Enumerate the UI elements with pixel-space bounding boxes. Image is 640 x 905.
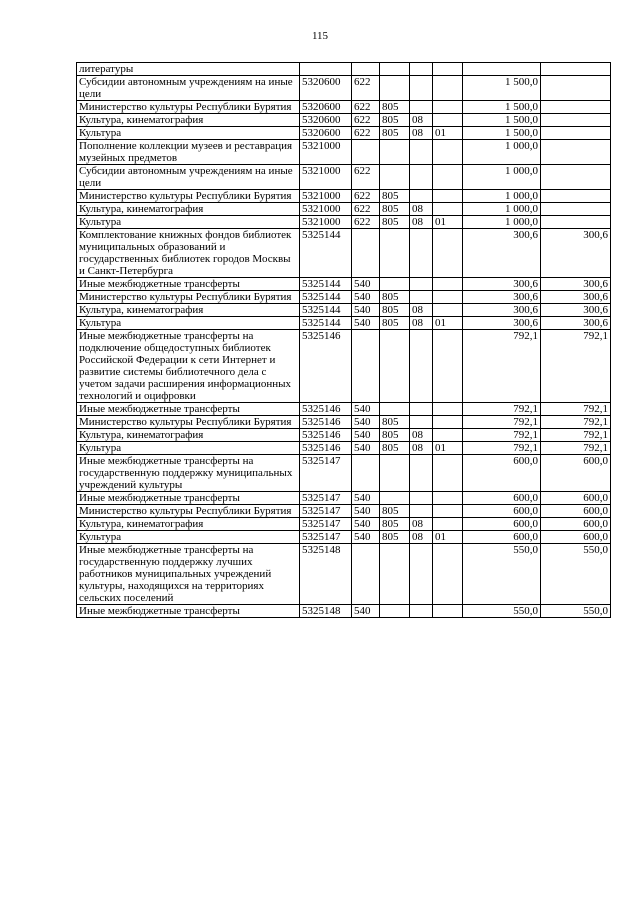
section-code: [410, 76, 433, 101]
subsection-code: [433, 114, 463, 127]
table-row: [77, 140, 611, 165]
amount-federal: 792,1: [541, 416, 611, 429]
amount-total: [463, 63, 541, 76]
row-name: Субсидии автономным учреждениям на иные цели: [77, 165, 300, 190]
table-row: [77, 278, 611, 291]
target-article-code: 5321000: [300, 140, 352, 165]
amount-total: 600,0: [463, 531, 541, 544]
target-article-code: 5325146: [300, 416, 352, 429]
amount-federal: 600,0: [541, 492, 611, 505]
row-name: Министерство культуры Республики Бурятия: [77, 505, 300, 518]
amount-federal: 300,6: [541, 229, 611, 278]
subsection-code: [433, 291, 463, 304]
amount-total: 600,0: [463, 518, 541, 531]
ministry-code: [380, 455, 410, 492]
amount-federal: 600,0: [541, 455, 611, 492]
amount-total: 792,1: [463, 442, 541, 455]
expense-type-code: [352, 455, 380, 492]
ministry-code: 805: [380, 429, 410, 442]
section-code: [410, 190, 433, 203]
amount-total: 300,6: [463, 291, 541, 304]
amount-total: 1 500,0: [463, 101, 541, 114]
section-code: [410, 229, 433, 278]
subsection-code: [433, 505, 463, 518]
amount-total: 300,6: [463, 317, 541, 330]
subsection-code: [433, 455, 463, 492]
amount-federal: [541, 127, 611, 140]
amount-federal: 300,6: [541, 278, 611, 291]
table-row: [77, 544, 611, 605]
table-row: [77, 455, 611, 492]
row-name: Министерство культуры Республики Бурятия: [77, 416, 300, 429]
section-code: [410, 101, 433, 114]
amount-total: 550,0: [463, 544, 541, 605]
section-code: [410, 455, 433, 492]
section-code: [410, 165, 433, 190]
subsection-code: [433, 101, 463, 114]
row-name: Иные межбюджетные трансферты: [77, 403, 300, 416]
expense-type-code: 540: [352, 429, 380, 442]
row-name: Культура: [77, 216, 300, 229]
target-article-code: 5325146: [300, 403, 352, 416]
row-name: Иные межбюджетные трансферты: [77, 278, 300, 291]
table-row: [77, 429, 611, 442]
amount-federal: 550,0: [541, 544, 611, 605]
expense-type-code: 540: [352, 403, 380, 416]
section-code: 08: [410, 429, 433, 442]
amount-total: 1 000,0: [463, 165, 541, 190]
amount-total: 792,1: [463, 330, 541, 403]
row-name: Культура: [77, 531, 300, 544]
ministry-code: 805: [380, 216, 410, 229]
target-article-code: 5321000: [300, 190, 352, 203]
ministry-code: [380, 403, 410, 416]
target-article-code: 5321000: [300, 216, 352, 229]
expense-type-code: 540: [352, 304, 380, 317]
amount-total: 792,1: [463, 429, 541, 442]
amount-federal: [541, 63, 611, 76]
ministry-code: [380, 229, 410, 278]
subsection-code: [433, 544, 463, 605]
expense-type-code: 622: [352, 190, 380, 203]
ministry-code: [380, 605, 410, 618]
subsection-code: [433, 492, 463, 505]
amount-federal: 792,1: [541, 330, 611, 403]
table-row: [77, 291, 611, 304]
subsection-code: 01: [433, 531, 463, 544]
subsection-code: [433, 403, 463, 416]
target-article-code: 5325147: [300, 505, 352, 518]
table-row: [77, 492, 611, 505]
subsection-code: [433, 330, 463, 403]
table-row: [77, 442, 611, 455]
target-article-code: 5325147: [300, 455, 352, 492]
row-name: Культура, кинематография: [77, 203, 300, 216]
target-article-code: 5325148: [300, 544, 352, 605]
expense-type-code: [352, 544, 380, 605]
expense-type-code: 622: [352, 76, 380, 101]
subsection-code: [433, 229, 463, 278]
amount-federal: [541, 216, 611, 229]
section-code: [410, 63, 433, 76]
subsection-code: [433, 605, 463, 618]
table-row: [77, 304, 611, 317]
target-article-code: 5325146: [300, 330, 352, 403]
row-name: Иные межбюджетные трансферты на государственную поддержку муниципальных учреждений культуры: [77, 455, 300, 492]
row-name: Министерство культуры Республики Бурятия: [77, 190, 300, 203]
table-row: [77, 330, 611, 403]
row-name: Культура, кинематография: [77, 114, 300, 127]
expense-type-code: 622: [352, 203, 380, 216]
section-code: 08: [410, 114, 433, 127]
row-name: Пополнение коллекции музеев и реставрация музейных предметов: [77, 140, 300, 165]
table-row: [77, 76, 611, 101]
expense-type-code: 540: [352, 518, 380, 531]
amount-total: 1 500,0: [463, 127, 541, 140]
ministry-code: 805: [380, 203, 410, 216]
row-name: Культура, кинематография: [77, 304, 300, 317]
row-name: литературы: [77, 63, 300, 76]
target-article-code: 5325148: [300, 605, 352, 618]
target-article-code: 5325144: [300, 317, 352, 330]
ministry-code: 805: [380, 317, 410, 330]
amount-federal: [541, 140, 611, 165]
target-article-code: 5321000: [300, 203, 352, 216]
amount-federal: [541, 165, 611, 190]
expense-type-code: [352, 330, 380, 403]
row-name: Иные межбюджетные трансферты на подключение общедоступных библиотек Российской Федерации к сети Интернет и развитие системы библиотечного дела с учетом задачи расширения информационных технологий и оцифровки: [77, 330, 300, 403]
table-row: [77, 63, 611, 76]
ministry-code: 805: [380, 416, 410, 429]
expense-type-code: 540: [352, 278, 380, 291]
expense-type-code: 622: [352, 101, 380, 114]
subsection-code: [433, 76, 463, 101]
ministry-code: [380, 492, 410, 505]
row-name: Субсидии автономным учреждениям на иные цели: [77, 76, 300, 101]
section-code: 08: [410, 216, 433, 229]
subsection-code: [433, 140, 463, 165]
row-name: Иные межбюджетные трансферты на государственную поддержку лучших работников муниципальных учреждений культуры, находящихся на территориях сельских поселений: [77, 544, 300, 605]
row-name: Комплектование книжных фондов библиотек муниципальных образований и государственных библиотек городов Москвы и Санкт-Петербурга: [77, 229, 300, 278]
amount-total: 300,6: [463, 229, 541, 278]
expense-type-code: 540: [352, 317, 380, 330]
row-name: Культура: [77, 127, 300, 140]
target-article-code: 5325147: [300, 492, 352, 505]
row-name: Министерство культуры Республики Бурятия: [77, 101, 300, 114]
amount-total: 600,0: [463, 455, 541, 492]
section-code: [410, 505, 433, 518]
subsection-code: [433, 304, 463, 317]
target-article-code: 5325144: [300, 278, 352, 291]
target-article-code: 5320600: [300, 127, 352, 140]
section-code: [410, 140, 433, 165]
target-article-code: 5325146: [300, 442, 352, 455]
table-row: [77, 518, 611, 531]
amount-federal: 300,6: [541, 304, 611, 317]
section-code: 08: [410, 127, 433, 140]
ministry-code: 805: [380, 304, 410, 317]
expense-type-code: [352, 140, 380, 165]
table-row: [77, 127, 611, 140]
target-article-code: 5321000: [300, 165, 352, 190]
subsection-code: [433, 429, 463, 442]
section-code: 08: [410, 304, 433, 317]
amount-total: 1 000,0: [463, 216, 541, 229]
target-article-code: 5325146: [300, 429, 352, 442]
section-code: 08: [410, 317, 433, 330]
amount-federal: 600,0: [541, 531, 611, 544]
amount-total: 300,6: [463, 304, 541, 317]
amount-federal: 600,0: [541, 518, 611, 531]
target-article-code: 5325144: [300, 291, 352, 304]
subsection-code: [433, 416, 463, 429]
expense-type-code: 540: [352, 605, 380, 618]
table-row: [77, 416, 611, 429]
ministry-code: [380, 140, 410, 165]
section-code: [410, 403, 433, 416]
target-article-code: 5325147: [300, 518, 352, 531]
expense-type-code: 540: [352, 442, 380, 455]
subsection-code: 01: [433, 442, 463, 455]
amount-federal: [541, 76, 611, 101]
ministry-code: 805: [380, 505, 410, 518]
target-article-code: 5320600: [300, 76, 352, 101]
ministry-code: [380, 278, 410, 291]
section-code: 08: [410, 518, 433, 531]
target-article-code: 5320600: [300, 114, 352, 127]
table-row: [77, 317, 611, 330]
ministry-code: 805: [380, 518, 410, 531]
row-name: Культура, кинематография: [77, 518, 300, 531]
target-article-code: [300, 63, 352, 76]
row-name: Министерство культуры Республики Бурятия: [77, 291, 300, 304]
target-article-code: 5325144: [300, 229, 352, 278]
amount-federal: 300,6: [541, 291, 611, 304]
amount-federal: 792,1: [541, 403, 611, 416]
amount-total: 550,0: [463, 605, 541, 618]
section-code: [410, 416, 433, 429]
expense-type-code: [352, 229, 380, 278]
row-name: Культура: [77, 442, 300, 455]
row-name: Иные межбюджетные трансферты: [77, 605, 300, 618]
section-code: 08: [410, 442, 433, 455]
section-code: [410, 330, 433, 403]
section-code: 08: [410, 203, 433, 216]
expense-type-code: 540: [352, 291, 380, 304]
ministry-code: 805: [380, 531, 410, 544]
expense-type-code: 540: [352, 416, 380, 429]
amount-federal: [541, 114, 611, 127]
target-article-code: 5320600: [300, 101, 352, 114]
amount-total: 792,1: [463, 416, 541, 429]
page-number: 115: [311, 30, 329, 42]
table-row: [77, 403, 611, 416]
ministry-code: [380, 330, 410, 403]
section-code: [410, 492, 433, 505]
expense-type-code: [352, 63, 380, 76]
subsection-code: 01: [433, 216, 463, 229]
ministry-code: 805: [380, 101, 410, 114]
table-row: [77, 190, 611, 203]
expense-type-code: 622: [352, 127, 380, 140]
subsection-code: [433, 203, 463, 216]
expense-type-code: 622: [352, 114, 380, 127]
row-name: Иные межбюджетные трансферты: [77, 492, 300, 505]
row-name: Культура: [77, 317, 300, 330]
amount-federal: [541, 190, 611, 203]
subsection-code: [433, 278, 463, 291]
table-body: [77, 63, 611, 618]
ministry-code: 805: [380, 190, 410, 203]
ministry-code: 805: [380, 291, 410, 304]
table-row: [77, 216, 611, 229]
amount-federal: 550,0: [541, 605, 611, 618]
amount-total: 1 000,0: [463, 190, 541, 203]
amount-total: 1 500,0: [463, 114, 541, 127]
ministry-code: [380, 63, 410, 76]
table-row: [77, 505, 611, 518]
target-article-code: 5325147: [300, 531, 352, 544]
amount-federal: 300,6: [541, 317, 611, 330]
subsection-code: 01: [433, 317, 463, 330]
target-article-code: 5325144: [300, 304, 352, 317]
amount-federal: [541, 101, 611, 114]
amount-federal: 792,1: [541, 429, 611, 442]
ministry-code: [380, 76, 410, 101]
ministry-code: 805: [380, 442, 410, 455]
expense-type-code: 540: [352, 505, 380, 518]
amount-federal: 600,0: [541, 505, 611, 518]
expense-type-code: 622: [352, 216, 380, 229]
subsection-code: [433, 63, 463, 76]
subsection-code: [433, 165, 463, 190]
budget-table: [76, 62, 611, 618]
subsection-code: [433, 518, 463, 531]
amount-total: 1 000,0: [463, 203, 541, 216]
table-row: [77, 531, 611, 544]
expense-type-code: 622: [352, 165, 380, 190]
amount-total: 300,6: [463, 278, 541, 291]
amount-total: 600,0: [463, 492, 541, 505]
ministry-code: [380, 544, 410, 605]
amount-total: 1 000,0: [463, 140, 541, 165]
amount-total: 600,0: [463, 505, 541, 518]
amount-federal: 792,1: [541, 442, 611, 455]
table-row: [77, 101, 611, 114]
row-name: Культура, кинематография: [77, 429, 300, 442]
amount-total: 792,1: [463, 403, 541, 416]
section-code: [410, 291, 433, 304]
ministry-code: [380, 165, 410, 190]
table-row: [77, 165, 611, 190]
amount-federal: [541, 203, 611, 216]
ministry-code: 805: [380, 114, 410, 127]
subsection-code: [433, 190, 463, 203]
section-code: [410, 605, 433, 618]
amount-total: 1 500,0: [463, 76, 541, 101]
table-row: [77, 605, 611, 618]
ministry-code: 805: [380, 127, 410, 140]
section-code: [410, 278, 433, 291]
expense-type-code: 540: [352, 531, 380, 544]
expense-type-code: 540: [352, 492, 380, 505]
section-code: 08: [410, 531, 433, 544]
table-row: [77, 229, 611, 278]
table-row: [77, 114, 611, 127]
table-row: [77, 203, 611, 216]
subsection-code: 01: [433, 127, 463, 140]
section-code: [410, 544, 433, 605]
